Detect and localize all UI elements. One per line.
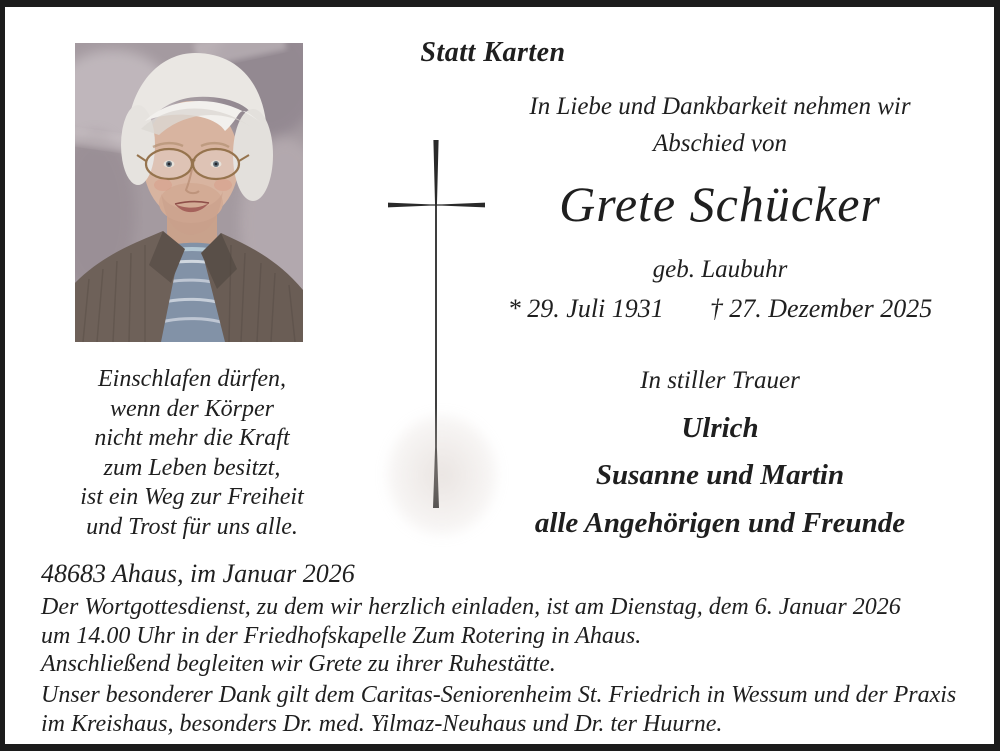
poem-line: nicht mehr die Kraft	[94, 425, 290, 451]
service-line: Der Wortgottesdienst, zu dem wir herzlich einladen, ist am Dienstag, dem 6. Januar 2026	[41, 594, 901, 620]
intro-line-1: In Liebe und Dankbarkeit nehmen wir	[529, 93, 911, 120]
mourning-intro: In stiller Trauer	[640, 367, 800, 394]
mourner-name: Ulrich	[681, 412, 759, 444]
birth-date: * 29. Juli 1931	[507, 294, 664, 323]
mourner-name: alle Angehörigen und Freunde	[534, 507, 906, 539]
deceased-name: Grete Schücker	[559, 176, 881, 232]
life-dates	[493, 294, 947, 324]
service-line: um 14.00 Uhr in der Friedhofskapelle Zum Rotering in Ahaus.	[41, 622, 642, 649]
service-information	[41, 593, 971, 679]
memorial-poem	[41, 365, 343, 542]
thanks-line: im Kreishaus, besonders Dr. med. Yilmaz-Neuhaus und Dr. ter Huurne.	[41, 710, 723, 737]
portrait-photo	[75, 43, 303, 342]
death-date: † 27. Dezember 2025	[709, 294, 933, 323]
poem-line: ist ein Weg zur Freiheit	[80, 484, 304, 510]
mourner-name: Susanne und Martin	[595, 459, 845, 491]
poem-line: zum Leben besitzt,	[103, 454, 281, 481]
maiden-name: geb. Laubuhr	[652, 256, 788, 283]
poem-line: Einschlafen dürfen,	[98, 366, 286, 392]
portrait-photo-illustration	[75, 43, 303, 342]
poem-line: wenn der Körper	[110, 395, 274, 422]
thanks-line: Unser besonderer Dank gilt dem Caritas-Seniorenheim St. Friedrich in Wessum und der Praxis	[41, 682, 957, 708]
service-line: Anschließend begleiten wir Grete zu ihrer Ruhestätte.	[41, 651, 556, 677]
intro-line-2: Abschied von	[653, 130, 787, 157]
print-smudge	[387, 415, 497, 535]
place-date-line: 48683 Ahaus, im Januar 2026	[41, 559, 355, 588]
poem-line: und Trost für uns alle.	[86, 513, 298, 540]
acknowledgement	[41, 681, 971, 738]
statt-karten-label: Statt Karten	[420, 37, 566, 68]
